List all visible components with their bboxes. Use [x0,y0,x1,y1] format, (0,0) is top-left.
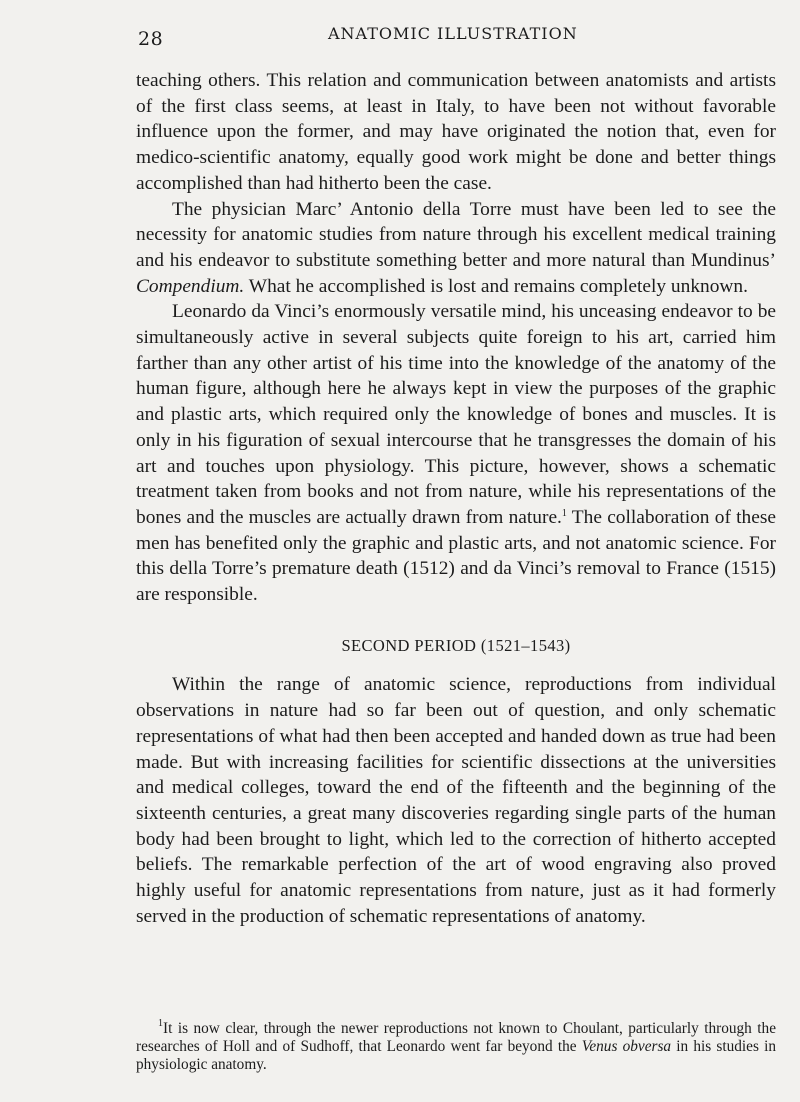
paragraph-2-text-end: What he accomplished is lost and remains completely unknown. [244,275,748,297]
footnote-text: It is now clear, through the newer reproductions not known to Choulant, particularly through the researches of Holl and of Sudhoff, that Leonardo went far beyond the [136,1020,776,1055]
compendium-title: Compendium. [136,275,245,297]
venus-obversa-title: Venus obversa [581,1038,672,1055]
paragraph-3-text-end: The collaboration of these men has benefited only the graphic and plastic arts, and not anatomic science. For this della Torre’s premature death (1512) and da Vinci’s removal to France (1515) are responsible. [136,506,777,606]
page-number: 28 [138,28,164,50]
paragraph-1: teaching others. This relation and communication between anatomists and artists of the first class seems, at least in Italy, to have been not without favorable influence upon the former, and may have originated the notion that, even for medico-scientific anatomy, equally good work might be done and better things accomplished than had hitherto been the case. [136,70,776,194]
footnote-marker: 1 [158,1018,163,1029]
running-head [0,22,800,52]
footnote-text-end: in his studies in physiologic anatomy. [136,1038,776,1073]
body-text [136,68,776,930]
paragraph-2-text: The physician Marc’ Antonio della Torre must have been led to see the necessity for anatomic studies from nature through his excellent medical training and his endeavor to substitute something better and more natural than Mundinus’ [136,198,776,271]
paragraph-3-text: Leonardo da Vinci’s enormously versatile mind, his unceasing endeavor to be simultaneously active in several subjects quite foreign to his art, carried him farther than any other artist of his time into the knowledge of the anatomy of the human figure, although here he always kept in view the purposes of the graphic and plastic arts, which required only the knowledge of bones and muscles. It is only in his figuration of sexual intercourse that he transgresses the domain of his art and touches upon physiology. This picture, however, shows a schematic treatment taken from books and not from nature, while his representations of the bones and the muscles are actually drawn from nature. [136,301,776,528]
footnote-reference: 1 [561,507,567,519]
section-heading: SECOND PERIOD (1521–1543) [341,635,571,655]
paragraph-4: Within the range of anatomic science, reproductions from individual observations in nature had so far been out of question, and only schematic representations of what had then been accepted and handed down as true had been made. But with increasing facilities for scientific dissections at the universities and medical colleges, toward the end of the fifteenth and the beginning of the sixteenth centuries, a great many discoveries regarding single parts of the human body had been brought to light, which led to the correction of hitherto accepted beliefs. The remarkable perfection of the art of wood engraving also proved highly useful for anatomic representations from nature, just as it had formerly served in the production of schematic representations of anatomy. [136,674,776,927]
paragraph-3 [136,299,776,607]
running-title: ANATOMIC ILLUSTRATION [328,24,578,43]
footnote-paragraph [136,1020,776,1074]
paragraph-2 [136,197,776,300]
footnote [136,1020,776,1074]
